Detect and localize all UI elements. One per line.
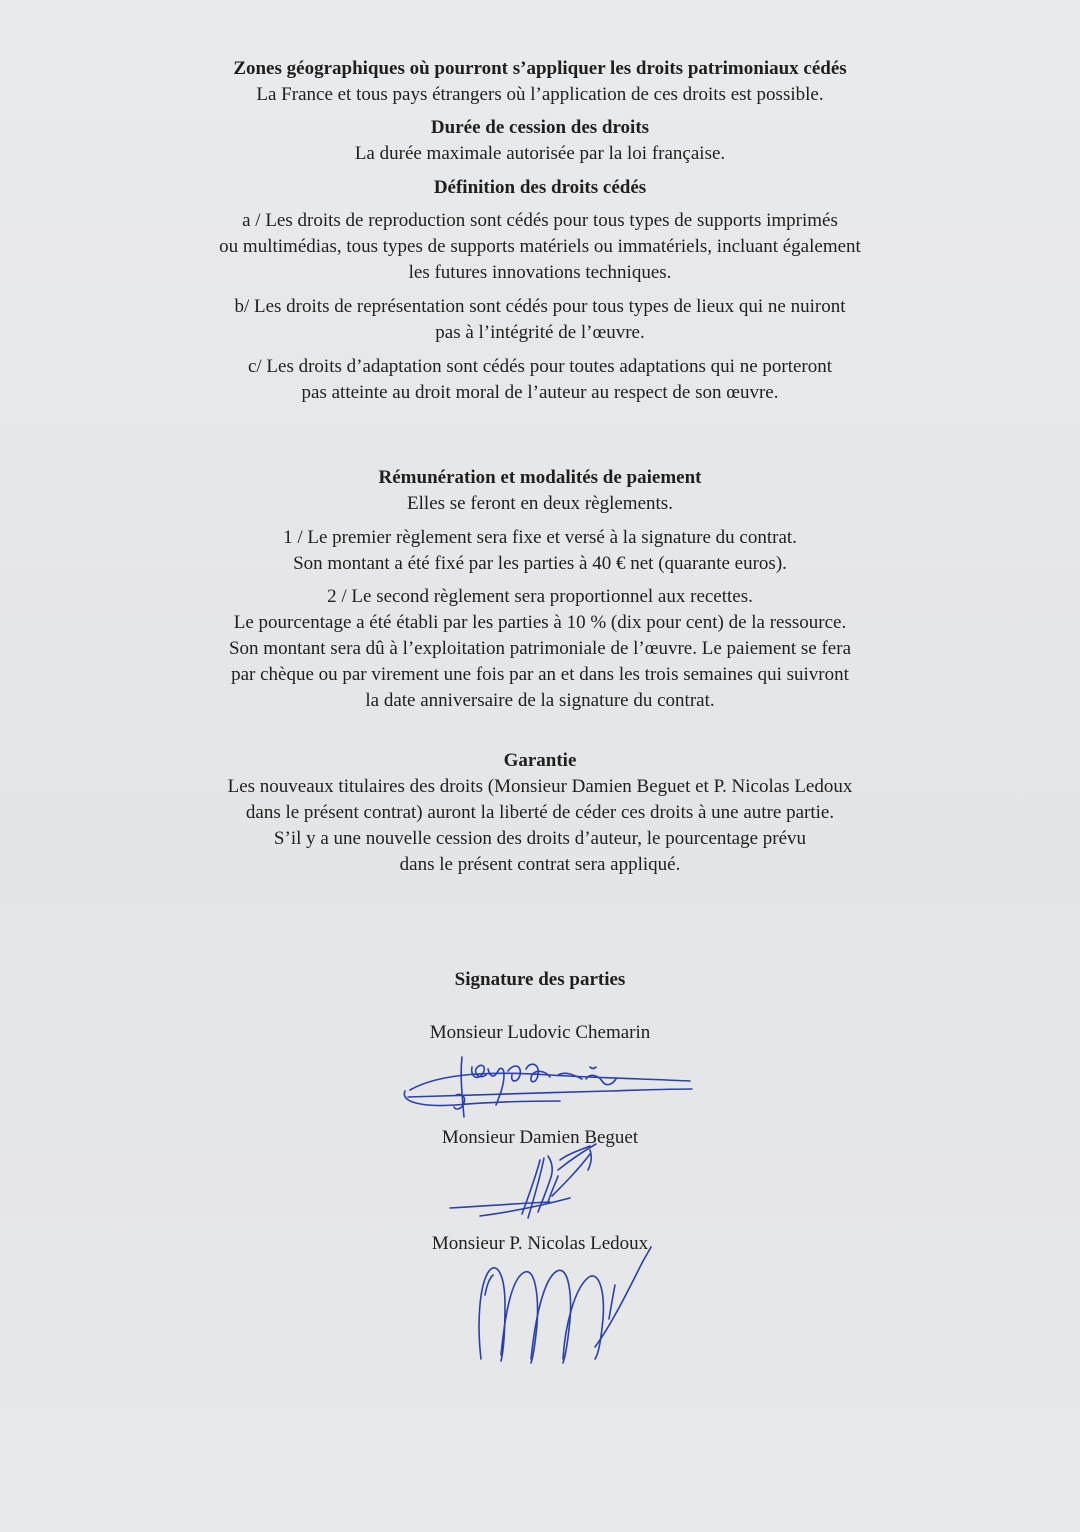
paragraph-b xyxy=(0,294,1080,346)
paragraph-a xyxy=(0,208,1080,286)
paragraph-line: a / Les droits de reproduction sont cédés pour tous types de supports imprimés xyxy=(242,210,838,231)
section-duree xyxy=(0,115,1080,167)
section-zones xyxy=(0,56,1080,108)
section-text: S’il y a une nouvelle cession des droits d’auteur, le pourcentage prévu xyxy=(273,828,807,849)
section-heading: Durée de cession des droits xyxy=(430,117,650,138)
paragraph-line: pas atteinte au droit moral de l’auteur au respect de son œuvre. xyxy=(301,382,779,403)
section-heading: Garantie xyxy=(503,750,577,771)
paragraph-line: Son montant sera dû à l’exploitation patrimoniale de l’œuvre. Le paiement se fera xyxy=(228,638,852,659)
section-text: Les nouveaux titulaires des droits (Monsieur Damien Beguet et P. Nicolas Ledoux xyxy=(227,776,853,797)
paragraph-line: Le pourcentage a été établi par les parties à 10 % (dix pour cent) de la ressource. xyxy=(233,612,847,633)
signature-beguet xyxy=(440,1140,640,1230)
paragraph-line: la date anniversaire de la signature du contrat. xyxy=(365,690,715,711)
section-heading: Zones géographiques où pourront s’appliquer les droits patrimoniaux cédés xyxy=(233,58,847,79)
paragraph-line: 1 / Le premier règlement sera fixe et versé à la signature du contrat. xyxy=(283,527,797,548)
section-text: Elles se feront en deux règlements. xyxy=(407,493,673,514)
paragraph-line: Son montant a été fixé par les parties à 40 € net (quarante euros). xyxy=(293,553,787,574)
section-text: La durée maximale autorisée par la loi française. xyxy=(354,143,726,164)
paragraph-2 xyxy=(0,584,1080,714)
section-heading: Définition des droits cédés xyxy=(433,177,647,198)
paragraph-line: 2 / Le second règlement sera proportionnel aux recettes. xyxy=(327,586,753,607)
section-signatures xyxy=(0,967,1080,993)
party-name-ledoux: Monsieur P. Nicolas Ledoux xyxy=(431,1233,649,1254)
section-remuneration xyxy=(0,465,1080,517)
section-heading: Signature des parties xyxy=(454,969,626,990)
paragraph-line: par chèque ou par virement une fois par an et dans les trois semaines qui suivront xyxy=(231,664,849,685)
section-text: La France et tous pays étrangers où l’application de ces droits est possible. xyxy=(256,84,824,105)
section-definition xyxy=(0,175,1080,201)
party-name-chemarin: Monsieur Ludovic Chemarin xyxy=(429,1022,651,1043)
section-text: dans le présent contrat) auront la liberté de céder ces droits à une autre partie. xyxy=(245,802,835,823)
section-heading: Rémunération et modalités de paiement xyxy=(378,467,702,488)
paragraph-line: ou multimédias, tous types de supports matériels ou immatériels, incluant également xyxy=(219,236,861,257)
signature-chemarin xyxy=(400,1045,700,1125)
signature-ledoux xyxy=(465,1235,655,1375)
paragraph-line: les futures innovations techniques. xyxy=(408,262,672,283)
paragraph-c xyxy=(0,354,1080,406)
section-garantie xyxy=(0,748,1080,878)
party-name-beguet: Monsieur Damien Beguet xyxy=(441,1127,639,1148)
paragraph-line: b/ Les droits de représentation sont cédés pour tous types de lieux qui ne nuiront xyxy=(234,296,846,317)
paragraph-1 xyxy=(0,525,1080,577)
paragraph-line: pas à l’intégrité de l’œuvre. xyxy=(435,322,645,343)
paragraph-line: c/ Les droits d’adaptation sont cédés pour toutes adaptations qui ne porteront xyxy=(247,356,833,377)
section-text: dans le présent contrat sera appliqué. xyxy=(399,854,681,875)
